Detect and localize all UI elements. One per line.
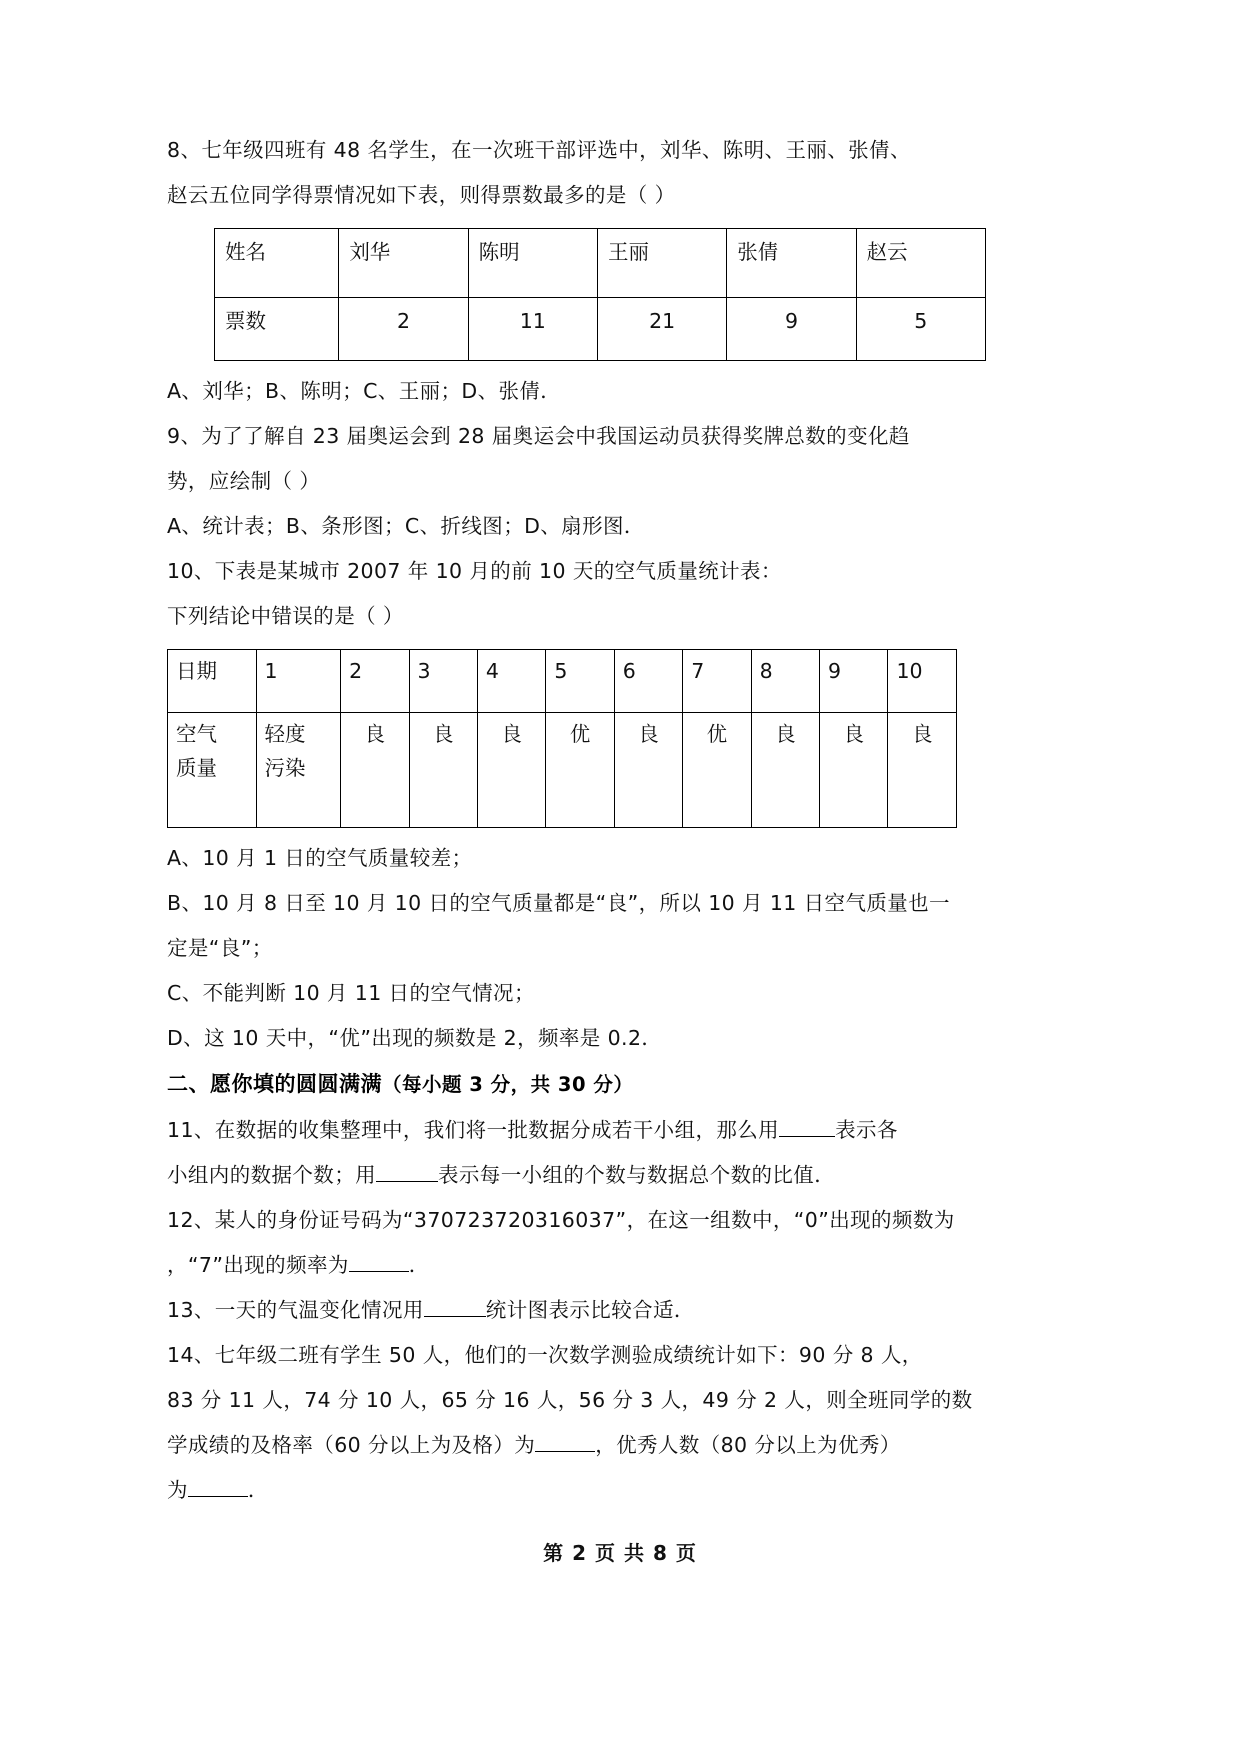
votes-count-0: 2: [339, 298, 468, 361]
section-2-prefix: 二、: [167, 1072, 210, 1096]
q13-blank-1[interactable]: [424, 1297, 486, 1317]
q12-line-2-text-b: ．: [408, 1253, 430, 1277]
votes-name-2: 王丽: [597, 229, 726, 298]
air-date-5: 5: [546, 650, 614, 713]
q10-line-2: 下列结论中错误的是（ ）: [167, 604, 404, 628]
votes-table: [214, 228, 986, 361]
q10-option-d: D、这 10 天中，“优”出现的频数是 2，频率是 0.2．: [167, 1026, 663, 1050]
q11-line-2: [167, 1153, 1088, 1198]
air-quality-8: 良: [751, 713, 819, 828]
question-11: [167, 1108, 1088, 1198]
air-quality-10: 良: [888, 713, 957, 828]
air-quality-1-line-1: 轻度: [264, 722, 306, 746]
air-date-3: 3: [409, 650, 477, 713]
air-quality-4: 良: [477, 713, 545, 828]
q8-options: A、刘华；B、陈明；C、王丽；D、张倩．: [167, 379, 562, 403]
air-header-date: 日期: [168, 650, 257, 713]
table-row: [215, 229, 986, 298]
q12-line-2-text-a: ，“7”出现的频率为: [167, 1253, 349, 1277]
air-quality-9: 良: [820, 713, 888, 828]
votes-count-2: 21: [597, 298, 726, 361]
q11-line-1-text-b: 表示各: [835, 1118, 898, 1142]
air-date-10: 10: [888, 650, 957, 713]
question-12: [167, 1198, 1088, 1288]
air-date-6: 6: [614, 650, 682, 713]
question-13: [167, 1288, 1088, 1333]
votes-header-count: 票数: [215, 298, 339, 361]
q9-line-1: 9、为了了解自 23 届奥运会到 28 届奥运会中我国运动员获得奖牌总数的变化趋: [167, 424, 910, 448]
q13-line-1: [167, 1288, 1088, 1333]
q8-line-2: 赵云五位同学得票情况如下表，则得票数最多的是（ ）: [167, 183, 676, 207]
q12-line-2: [167, 1243, 1088, 1288]
air-quality-6: 良: [614, 713, 682, 828]
q14-line-2: 83 分 11 人，74 分 10 人，65 分 16 人，56 分 3 人，49 分 2 人，则全班同学的数: [167, 1388, 973, 1412]
air-header-quality-line-1: 空气: [176, 722, 217, 746]
air-date-9: 9: [820, 650, 888, 713]
votes-header-name: 姓名: [215, 229, 339, 298]
q14-blank-2[interactable]: [188, 1477, 248, 1497]
q11-line-1-text-a: 11、在数据的收集整理中，我们将一批数据分成若干小组，那么用: [167, 1118, 780, 1142]
air-quality-5: 优: [546, 713, 614, 828]
q10-option-b-line-1: B、10 月 8 日至 10 月 10 日的空气质量都是“良”，所以 10 月 11 日空气质量也一: [167, 891, 950, 915]
table-row: [168, 650, 957, 713]
section-2-score: （每小题 3 分，共 30 分）: [382, 1073, 634, 1096]
votes-count-1: 11: [468, 298, 597, 361]
q14-line-3-text-a: 学成绩的及格率（60 分以上为及格）为: [167, 1433, 536, 1457]
question-8: [167, 128, 1088, 414]
q9-options: A、统计表；B、条形图；C、折线图；D、扇形图．: [167, 514, 645, 538]
question-10: [167, 549, 1088, 1061]
section-2-title: 愿你填的圆圆满满: [210, 1072, 382, 1096]
q12-line-1: 12、某人的身份证号码为“370723720316037”，在这一组数中，“0”出现的频数为: [167, 1208, 955, 1232]
question-14: [167, 1333, 1088, 1513]
votes-name-3: 张倩: [727, 229, 856, 298]
q11-blank-2[interactable]: [376, 1162, 438, 1182]
votes-name-1: 陈明: [468, 229, 597, 298]
air-date-1: 1: [256, 650, 341, 713]
q10-option-a: A、10 月 1 日的空气质量较差；: [167, 846, 473, 870]
air-date-4: 4: [477, 650, 545, 713]
q14-blank-1[interactable]: [535, 1432, 595, 1452]
air-quality-1: [256, 713, 341, 828]
air-date-2: 2: [341, 650, 409, 713]
q14-line-4: [167, 1468, 1088, 1513]
q14-line-3: [167, 1423, 1088, 1468]
air-quality-2: 良: [341, 713, 409, 828]
q13-line-1-text-a: 13、一天的气温变化情况用: [167, 1298, 424, 1322]
q10-option-c: C、不能判断 10 月 11 日的空气情况；: [167, 981, 535, 1005]
q11-line-2-text-b: 表示每一小组的个数与数据总个数的比值．: [438, 1163, 836, 1187]
air-quality-table: [167, 649, 957, 828]
page-footer: 第 2 页 共 8 页: [543, 1541, 697, 1565]
q14-line-4-text-b: ．: [247, 1478, 269, 1502]
air-header-quality-line-2: 质量: [176, 756, 217, 780]
votes-count-3: 9: [727, 298, 856, 361]
air-quality-7: 优: [683, 713, 751, 828]
question-9: [167, 414, 1088, 549]
q14-line-3-text-b: ，优秀人数（80 分以上为优秀）: [595, 1433, 901, 1457]
q11-line-1: [167, 1108, 1088, 1153]
q8-line-1: 8、七年级四班有 48 名学生，在一次班干部评选中，刘华、陈明、王丽、张倩、: [167, 138, 911, 162]
q11-blank-1[interactable]: [779, 1117, 835, 1137]
q11-line-2-text-a: 小组内的数据个数；用: [167, 1163, 376, 1187]
air-date-7: 7: [683, 650, 751, 713]
q13-line-1-text-b: 统计图表示比较合适．: [485, 1298, 695, 1322]
air-header-quality: [168, 713, 257, 828]
air-quality-1-line-2: 污染: [264, 756, 306, 780]
q9-line-2: 势，应绘制（ ）: [167, 469, 321, 493]
air-date-8: 8: [751, 650, 819, 713]
section-2-heading: [167, 1061, 1088, 1108]
q10-option-b-line-2: 定是“良”；: [167, 936, 273, 960]
table-row: [168, 713, 957, 828]
q10-line-1: 10、下表是某城市 2007 年 10 月的前 10 天的空气质量统计表：: [167, 559, 782, 583]
votes-name-4: 赵云: [856, 229, 985, 298]
q14-line-4-text-a: 为: [167, 1478, 188, 1502]
q12-blank-1[interactable]: [349, 1252, 409, 1272]
votes-count-4: 5: [856, 298, 985, 361]
votes-name-0: 刘华: [339, 229, 468, 298]
table-row: [215, 298, 986, 361]
q14-line-1: 14、七年级二班有学生 50 人，他们的一次数学测验成绩统计如下：90 分 8 人，: [167, 1343, 923, 1367]
air-quality-3: 良: [409, 713, 477, 828]
